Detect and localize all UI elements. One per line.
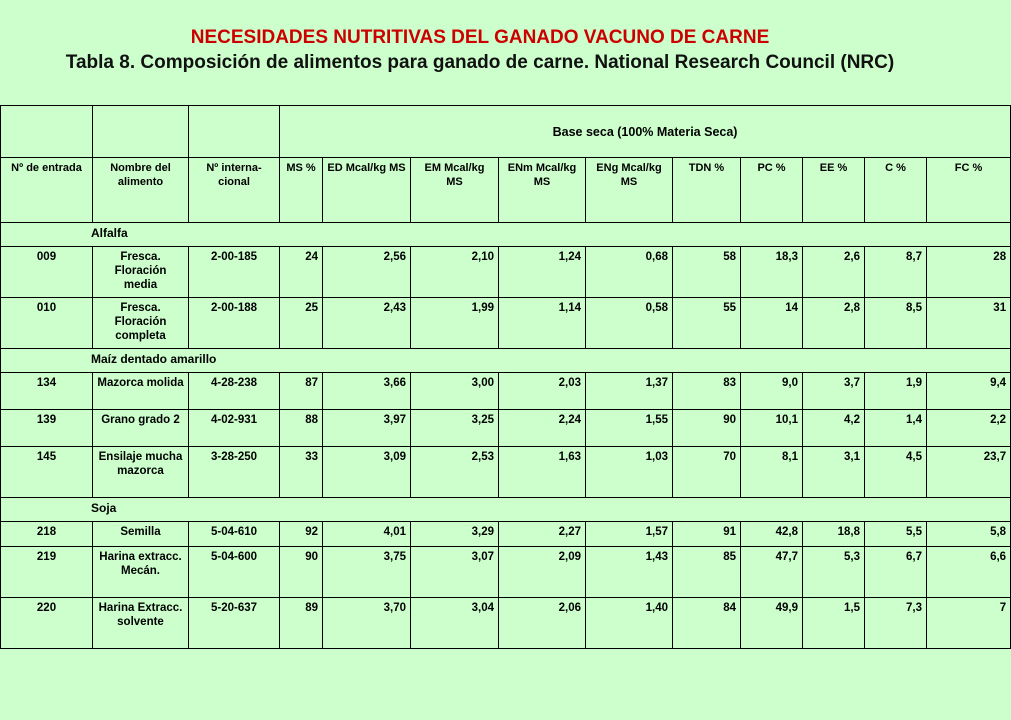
value-cell: 2,10: [411, 247, 499, 298]
table-row: [1, 447, 1011, 498]
value-cell: 18,3: [741, 247, 803, 298]
value-cell: 2,2: [927, 410, 1011, 447]
value-cell: 7: [927, 598, 1011, 649]
column-header: FC %: [927, 158, 1011, 223]
group-row: [1, 498, 1011, 522]
column-header: ED Mcal/kg MS: [323, 158, 411, 223]
feed-name: Harina Extracc. solvente: [93, 598, 189, 649]
value-cell: 2,09: [499, 547, 586, 598]
column-header-row: [1, 158, 1011, 223]
value-cell: 1,03: [586, 447, 673, 498]
international-number: 4-02-931: [189, 410, 280, 447]
international-number: 3-28-250: [189, 447, 280, 498]
feed-name: Ensilaje mucha mazorca: [93, 447, 189, 498]
value-cell: 33: [280, 447, 323, 498]
value-cell: 5,5: [865, 522, 927, 547]
value-cell: 90: [280, 547, 323, 598]
table-row: [1, 598, 1011, 649]
group-label: Maíz dentado amarillo: [1, 349, 1011, 373]
empty-cell: [93, 106, 189, 158]
table-row: [1, 373, 1011, 410]
value-cell: 2,27: [499, 522, 586, 547]
value-cell: 1,37: [586, 373, 673, 410]
value-cell: 1,43: [586, 547, 673, 598]
value-cell: 1,99: [411, 298, 499, 349]
value-cell: 42,8: [741, 522, 803, 547]
column-header: MS %: [280, 158, 323, 223]
value-cell: 3,75: [323, 547, 411, 598]
empty-cell: [189, 106, 280, 158]
value-cell: 49,9: [741, 598, 803, 649]
feed-name: Harina extracc. Mecán.: [93, 547, 189, 598]
value-cell: 3,00: [411, 373, 499, 410]
value-cell: 14: [741, 298, 803, 349]
value-cell: 1,63: [499, 447, 586, 498]
international-number: 5-20-637: [189, 598, 280, 649]
value-cell: 4,5: [865, 447, 927, 498]
column-header: ENg Mcal/kg MS: [586, 158, 673, 223]
group-label: Soja: [1, 498, 1011, 522]
column-header: ENm Mcal/kg MS: [499, 158, 586, 223]
value-cell: 3,07: [411, 547, 499, 598]
value-cell: 92: [280, 522, 323, 547]
entry-number: 010: [1, 298, 93, 349]
entry-number: 139: [1, 410, 93, 447]
column-header: PC %: [741, 158, 803, 223]
value-cell: 2,8: [803, 298, 865, 349]
entry-number: 145: [1, 447, 93, 498]
base-header-row: [1, 106, 1011, 158]
value-cell: 5,3: [803, 547, 865, 598]
value-cell: 6,6: [927, 547, 1011, 598]
empty-cell: [1, 106, 93, 158]
column-header: Nº de entrada: [1, 158, 93, 223]
column-header: TDN %: [673, 158, 741, 223]
value-cell: 31: [927, 298, 1011, 349]
value-cell: 3,66: [323, 373, 411, 410]
column-header: Nº interna-cional: [189, 158, 280, 223]
value-cell: 1,14: [499, 298, 586, 349]
value-cell: 89: [280, 598, 323, 649]
value-cell: 2,24: [499, 410, 586, 447]
entry-number: 219: [1, 547, 93, 598]
table-row: [1, 410, 1011, 447]
table-row: [1, 547, 1011, 598]
value-cell: 2,56: [323, 247, 411, 298]
value-cell: 55: [673, 298, 741, 349]
international-number: 4-28-238: [189, 373, 280, 410]
value-cell: 85: [673, 547, 741, 598]
value-cell: 84: [673, 598, 741, 649]
value-cell: 2,53: [411, 447, 499, 498]
title-block: [0, 26, 960, 75]
international-number: 5-04-610: [189, 522, 280, 547]
value-cell: 25: [280, 298, 323, 349]
base-seca-header: Base seca (100% Materia Seca): [280, 106, 1011, 158]
group-label: Alfalfa: [1, 223, 1011, 247]
entry-number: 218: [1, 522, 93, 547]
value-cell: 28: [927, 247, 1011, 298]
value-cell: 8,1: [741, 447, 803, 498]
feed-name: Fresca. Floración completa: [93, 298, 189, 349]
value-cell: 7,3: [865, 598, 927, 649]
value-cell: 5,8: [927, 522, 1011, 547]
table-caption: Tabla 8. Composición de alimentos para ganado de carne. National Research Council (NRC): [65, 52, 895, 73]
entry-number: 009: [1, 247, 93, 298]
value-cell: 23,7: [927, 447, 1011, 498]
value-cell: 4,01: [323, 522, 411, 547]
column-header: EM Mcal/kg MS: [411, 158, 499, 223]
value-cell: 3,25: [411, 410, 499, 447]
value-cell: 87: [280, 373, 323, 410]
value-cell: 2,06: [499, 598, 586, 649]
column-header: Nombre del alimento: [93, 158, 189, 223]
value-cell: 91: [673, 522, 741, 547]
value-cell: 4,2: [803, 410, 865, 447]
value-cell: 0,68: [586, 247, 673, 298]
column-header: C %: [865, 158, 927, 223]
page-title: NECESIDADES NUTRITIVAS DEL GANADO VACUNO DE CARNE: [190, 27, 770, 48]
value-cell: 3,7: [803, 373, 865, 410]
value-cell: 3,09: [323, 447, 411, 498]
entry-number: 220: [1, 598, 93, 649]
value-cell: 9,4: [927, 373, 1011, 410]
value-cell: 1,5: [803, 598, 865, 649]
value-cell: 9,0: [741, 373, 803, 410]
value-cell: 6,7: [865, 547, 927, 598]
table-row: [1, 247, 1011, 298]
feed-name: Fresca. Floración media: [93, 247, 189, 298]
value-cell: 2,43: [323, 298, 411, 349]
value-cell: 83: [673, 373, 741, 410]
value-cell: 3,04: [411, 598, 499, 649]
value-cell: 70: [673, 447, 741, 498]
value-cell: 3,1: [803, 447, 865, 498]
value-cell: 1,40: [586, 598, 673, 649]
feed-name: Mazorca molida: [93, 373, 189, 410]
group-row: [1, 223, 1011, 247]
value-cell: 1,55: [586, 410, 673, 447]
value-cell: 8,7: [865, 247, 927, 298]
group-row: [1, 349, 1011, 373]
value-cell: 3,97: [323, 410, 411, 447]
value-cell: 1,9: [865, 373, 927, 410]
international-number: 5-04-600: [189, 547, 280, 598]
feed-composition-table: [0, 105, 1011, 649]
table-row: [1, 298, 1011, 349]
value-cell: 90: [673, 410, 741, 447]
value-cell: 2,03: [499, 373, 586, 410]
feed-name: Semilla: [93, 522, 189, 547]
value-cell: 18,8: [803, 522, 865, 547]
international-number: 2-00-188: [189, 298, 280, 349]
value-cell: 88: [280, 410, 323, 447]
value-cell: 8,5: [865, 298, 927, 349]
feed-name: Grano grado 2: [93, 410, 189, 447]
international-number: 2-00-185: [189, 247, 280, 298]
value-cell: 58: [673, 247, 741, 298]
value-cell: 24: [280, 247, 323, 298]
value-cell: 3,29: [411, 522, 499, 547]
value-cell: 10,1: [741, 410, 803, 447]
value-cell: 1,24: [499, 247, 586, 298]
value-cell: 0,58: [586, 298, 673, 349]
value-cell: 47,7: [741, 547, 803, 598]
value-cell: 1,4: [865, 410, 927, 447]
column-header: EE %: [803, 158, 865, 223]
table-row: [1, 522, 1011, 547]
value-cell: 3,70: [323, 598, 411, 649]
value-cell: 1,57: [586, 522, 673, 547]
value-cell: 2,6: [803, 247, 865, 298]
entry-number: 134: [1, 373, 93, 410]
